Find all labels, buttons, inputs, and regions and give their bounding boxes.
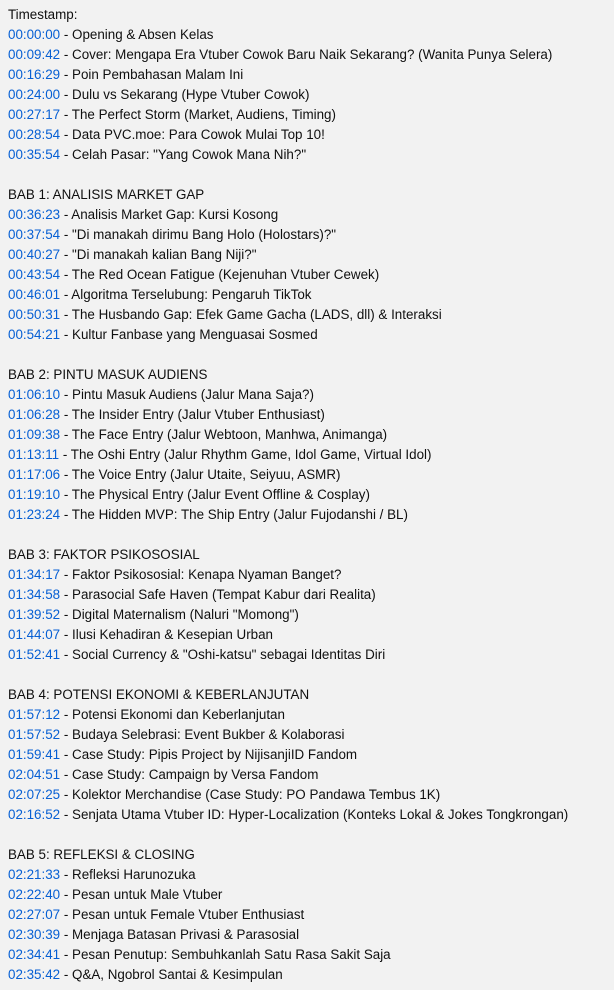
chapter-title: - The Red Ocean Fatigue (Kejenuhan Vtuber Cewek) [60, 267, 380, 282]
timestamp-link[interactable]: 00:54:21 [8, 327, 61, 342]
timestamp-link[interactable]: 01:09:38 [8, 427, 61, 442]
chapter-item [8, 505, 614, 525]
blank-line [8, 665, 614, 685]
timestamp-link[interactable]: 01:13:11 [8, 447, 60, 462]
chapter-item [8, 725, 614, 745]
timestamp-link[interactable]: 00:37:54 [8, 227, 61, 242]
chapter-item [8, 85, 614, 105]
chapter-item [8, 705, 614, 725]
chapter-title: - Social Currency & "Oshi-katsu" sebagai Identitas Diri [60, 647, 386, 662]
chapter-item [8, 25, 614, 45]
chapter-title: - Potensi Ekonomi dan Keberlanjutan [60, 707, 285, 722]
chapter-item [8, 265, 614, 285]
chapter-item [8, 965, 614, 985]
timestamp-link[interactable]: 01:44:07 [8, 627, 61, 642]
chapter-title: - Analisis Market Gap: Kursi Kosong [60, 207, 279, 222]
chapter-title: - Pintu Masuk Audiens (Jalur Mana Saja?) [60, 387, 314, 402]
chapter-item [8, 205, 614, 225]
chapter-item [8, 305, 614, 325]
chapter-title: - "Di manakah dirimu Bang Holo (Holostars)?" [60, 227, 337, 242]
chapter-item [8, 645, 614, 665]
chapter-item [8, 625, 614, 645]
blank-line [8, 525, 614, 545]
chapter-item [8, 865, 614, 885]
timestamp-link[interactable]: 02:27:07 [8, 907, 61, 922]
chapter-title: - The Husbando Gap: Efek Game Gacha (LADS, dll) & Interaksi [60, 307, 442, 322]
timestamp-link[interactable]: 00:28:54 [8, 127, 61, 142]
timestamp-link[interactable]: 02:21:33 [8, 867, 61, 882]
section-heading: BAB 5: REFLEKSI & CLOSING [8, 847, 195, 862]
chapter-item [8, 905, 614, 925]
chapter-title: - Pesan untuk Female Vtuber Enthusiast [60, 907, 305, 922]
description-header: Timestamp: [8, 7, 78, 22]
chapter-item [8, 425, 614, 445]
timestamp-link[interactable]: 01:39:52 [8, 607, 61, 622]
chapter-item [8, 145, 614, 165]
chapter-item [8, 745, 614, 765]
chapter-item [8, 125, 614, 145]
section-heading: BAB 3: FAKTOR PSIKOSOSIAL [8, 547, 200, 562]
chapter-title: - Q&A, Ngobrol Santai & Kesimpulan [60, 967, 283, 982]
chapter-title: - The Perfect Storm (Market, Audiens, Timing) [60, 107, 336, 122]
timestamp-link[interactable]: 02:16:52 [8, 807, 61, 822]
timestamp-link[interactable]: 01:52:41 [8, 647, 61, 662]
chapter-title: - Cover: Mengapa Era Vtuber Cowok Baru Naik Sekarang? (Wanita Punya Selera) [60, 47, 553, 62]
blank-line [8, 825, 614, 845]
chapter-item [8, 65, 614, 85]
chapter-item [8, 925, 614, 945]
chapter-item [8, 585, 614, 605]
chapter-title: - The Insider Entry (Jalur Vtuber Enthusiast) [60, 407, 325, 422]
chapter-list [8, 25, 614, 985]
timestamp-link[interactable]: 00:40:27 [8, 247, 61, 262]
timestamp-link[interactable]: 00:35:54 [8, 147, 61, 162]
blank-line [8, 165, 614, 185]
chapter-title: - Case Study: Campaign by Versa Fandom [60, 767, 319, 782]
chapter-title: - Celah Pasar: "Yang Cowok Mana Nih?" [60, 147, 307, 162]
chapter-title: - The Oshi Entry (Jalur Rhythm Game, Idol Game, Virtual Idol) [59, 447, 432, 462]
timestamp-link[interactable]: 01:57:12 [8, 707, 61, 722]
timestamp-link[interactable]: 00:00:00 [8, 27, 61, 42]
chapter-title: - Opening & Absen Kelas [60, 27, 214, 42]
chapter-item [8, 465, 614, 485]
timestamp-link[interactable]: 01:19:10 [8, 487, 61, 502]
timestamp-link[interactable]: 02:04:51 [8, 767, 61, 782]
timestamp-link[interactable]: 00:16:29 [8, 67, 61, 82]
chapter-title: - The Hidden MVP: The Ship Entry (Jalur Fujodanshi / BL) [60, 507, 408, 522]
chapter-title: - Ilusi Kehadiran & Kesepian Urban [60, 627, 274, 642]
chapter-item [8, 385, 614, 405]
chapter-item [8, 105, 614, 125]
chapter-title: - Parasocial Safe Haven (Tempat Kabur dari Realita) [60, 587, 376, 602]
chapter-title: - The Voice Entry (Jalur Utaite, Seiyuu, ASMR) [60, 467, 341, 482]
timestamp-link[interactable]: 02:35:42 [8, 967, 61, 982]
timestamp-link[interactable]: 00:24:00 [8, 87, 61, 102]
chapter-item [8, 405, 614, 425]
chapter-item [8, 485, 614, 505]
chapter-title: - Algoritma Terselubung: Pengaruh TikTok [60, 287, 312, 302]
chapter-title: - Digital Maternalism (Naluri "Momong") [60, 607, 299, 622]
chapter-title: - Menjaga Batasan Privasi & Parasosial [60, 927, 300, 942]
chapter-title: - Data PVC.moe: Para Cowok Mulai Top 10! [60, 127, 325, 142]
timestamp-link[interactable]: 02:30:39 [8, 927, 61, 942]
chapter-item [8, 445, 614, 465]
chapter-item [8, 885, 614, 905]
timestamp-link[interactable]: 01:59:41 [8, 747, 61, 762]
blank-line [8, 345, 614, 365]
timestamp-link[interactable]: 00:09:42 [8, 47, 61, 62]
chapter-title: - Case Study: Pipis Project by NijisanjiID Fandom [60, 747, 358, 762]
timestamp-link[interactable]: 00:43:54 [8, 267, 61, 282]
timestamp-link[interactable]: 00:27:17 [8, 107, 61, 122]
chapter-title: - Pesan Penutup: Sembuhkanlah Satu Rasa Sakit Saja [60, 947, 391, 962]
timestamp-link[interactable]: 02:22:40 [8, 887, 61, 902]
chapter-item [8, 785, 614, 805]
timestamp-link[interactable]: 00:46:01 [8, 287, 61, 302]
chapter-title: - Refleksi Harunozuka [60, 867, 196, 882]
chapter-title: - Poin Pembahasan Malam Ini [60, 67, 244, 82]
chapter-title: - Pesan untuk Male Vtuber [60, 887, 223, 902]
chapter-item [8, 285, 614, 305]
timestamp-link[interactable]: 01:17:06 [8, 467, 61, 482]
timestamp-link[interactable]: 00:50:31 [8, 307, 61, 322]
timestamp-link[interactable]: 01:57:52 [8, 727, 61, 742]
chapter-title: - Kultur Fanbase yang Menguasai Sosmed [60, 327, 318, 342]
chapter-title: - Faktor Psikososial: Kenapa Nyaman Banget? [60, 567, 342, 582]
chapter-title: - The Face Entry (Jalur Webtoon, Manhwa, Animanga) [60, 427, 388, 442]
chapter-item [8, 765, 614, 785]
chapter-item [8, 45, 614, 65]
timestamp-link[interactable]: 00:36:23 [8, 207, 61, 222]
timestamp-link[interactable]: 01:34:17 [8, 567, 61, 582]
chapter-title: - Dulu vs Sekarang (Hype Vtuber Cowok) [60, 87, 310, 102]
timestamp-link[interactable]: 01:06:28 [8, 407, 61, 422]
timestamp-link[interactable]: 02:34:41 [8, 947, 61, 962]
section-heading: BAB 2: PINTU MASUK AUDIENS [8, 367, 208, 382]
chapter-item [8, 805, 614, 825]
timestamp-link[interactable]: 01:23:24 [8, 507, 61, 522]
chapter-title: - Senjata Utama Vtuber ID: Hyper-Localization (Konteks Lokal & Jokes Tongkrongan) [60, 807, 569, 822]
chapter-title: - The Physical Entry (Jalur Event Offline & Cosplay) [60, 487, 370, 502]
chapter-item [8, 225, 614, 245]
timestamp-link[interactable]: 01:06:10 [8, 387, 61, 402]
section-heading: BAB 1: ANALISIS MARKET GAP [8, 187, 205, 202]
chapter-title: - Kolektor Merchandise (Case Study: PO Pandawa Tembus 1K) [60, 787, 441, 802]
chapter-item [8, 245, 614, 265]
chapter-item [8, 945, 614, 965]
chapter-item [8, 605, 614, 625]
timestamp-link[interactable]: 02:07:25 [8, 787, 61, 802]
section-heading: BAB 4: POTENSI EKONOMI & KEBERLANJUTAN [8, 687, 310, 702]
chapter-title: - "Di manakah kalian Bang Niji?" [60, 247, 257, 262]
chapter-title: - Budaya Selebrasi: Event Bukber & Kolaborasi [60, 727, 345, 742]
chapter-item [8, 565, 614, 585]
timestamp-link[interactable]: 01:34:58 [8, 587, 61, 602]
chapter-item [8, 325, 614, 345]
